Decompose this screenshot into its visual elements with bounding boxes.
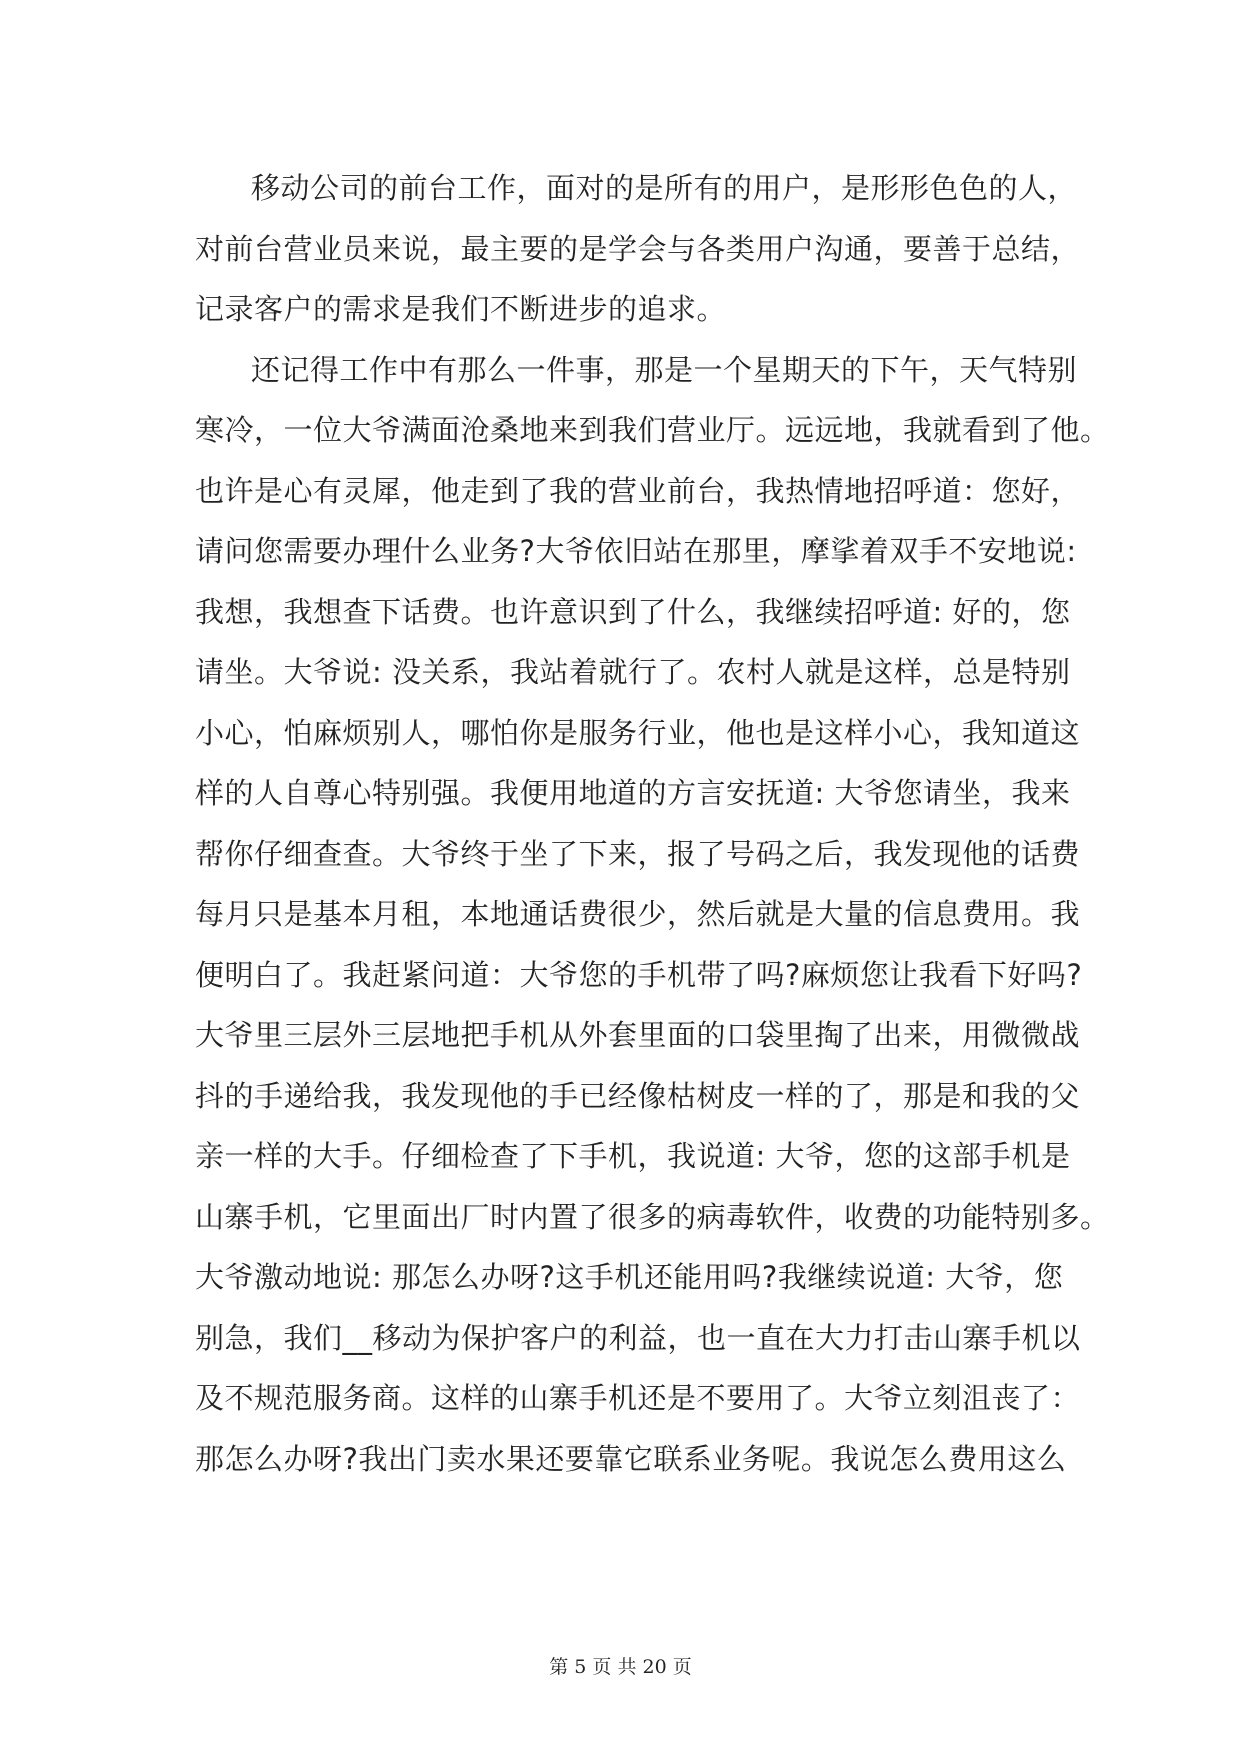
- page-number-footer: 第 5 页 共 20 页: [549, 1656, 692, 1678]
- paragraph-2-line-14: 亲一样的大手。仔细检查了下手机，我说道: 大爷，您的这部手机是: [195, 1139, 1071, 1173]
- paragraph-2-line-3: 也许是心有灵犀，他走到了我的营业前台，我热情地招呼道：您好，: [195, 473, 1081, 508]
- paragraph-2-line-6: 请坐。大爷说: 没关系，我站着就行了。农村人就是这样，总是特别: [195, 655, 1071, 689]
- paragraph-2-line-10: 每月只是基本月租，本地通话费很少，然后就是大量的信息费用。我: [195, 897, 1081, 931]
- paragraph-2-line-7: 小心，怕麻烦别人，哪怕你是服务行业，他也是这样小心，我知道这: [195, 715, 1081, 750]
- paragraph-2-line-12: 大爷里三层外三层地把手机从外套里面的口袋里掏了出来，用微微战: [195, 1018, 1081, 1052]
- paragraph-2-line-19: 那怎么办呀?我出门卖水果还要靠它联系业务呢。我说怎么费用这么: [195, 1441, 1067, 1476]
- paragraph-1-line-1: 移动公司的前台工作，面对的是所有的用户，是形形色色的人，: [251, 171, 1078, 205]
- paragraph-2-line-18: 及不规范服务商。这样的山寨手机还是不要用了。大爷立刻沮丧了：: [195, 1381, 1081, 1415]
- paragraph-1-line-3: 记录客户的需求是我们不断进步的追求。: [195, 292, 727, 326]
- paragraph-2-line-9: 帮你仔细查查。大爷终于坐了下来，报了号码之后，我发现他的话费: [195, 836, 1081, 871]
- paragraph-1-line-2: 对前台营业员来说，最主要的是学会与各类用户沟通，要善于总结，: [195, 231, 1081, 266]
- paragraph-2-line-2: 寒冷，一位大爷满面沧桑地来到我们营业厅。远远地，我就看到了他。: [195, 413, 1110, 447]
- paragraph-2-line-4: 请问您需要办理什么业务?大爷依旧站在那里，摩挲着双手不安地说:: [195, 534, 1077, 568]
- paragraph-2-line-13: 抖的手递给我，我发现他的手已经像枯树皮一样的了，那是和我的父: [195, 1078, 1081, 1113]
- document-body: [195, 158, 1110, 1489]
- paragraph-2-line-16: 大爷激动地说: 那怎么办呀?这手机还能用吗?我继续说道: 大爷，您: [195, 1260, 1064, 1294]
- paragraph-2-line-17: 别急，我们__移动为保护客户的利益，也一直在大力打击山寨手机以: [195, 1320, 1081, 1355]
- paragraph-2-line-8: 样的人自尊心特别强。我便用地道的方言安抚道: 大爷您请坐，我来: [195, 776, 1071, 810]
- paragraph-2-line-5: 我想，我想查下话费。也许意识到了什么，我继续招呼道: 好的，您: [195, 594, 1071, 629]
- paragraph-2-line-11: 便明白了。我赶紧问道：大爷您的手机带了吗?麻烦您让我看下好吗?: [195, 957, 1083, 992]
- paragraph-2-line-1: 还记得工作中有那么一件事，那是一个星期天的下午，天气特别: [251, 352, 1078, 387]
- paragraph-2-line-15: 山寨手机，它里面出厂时内置了很多的病毒软件，收费的功能特别多。: [195, 1199, 1110, 1234]
